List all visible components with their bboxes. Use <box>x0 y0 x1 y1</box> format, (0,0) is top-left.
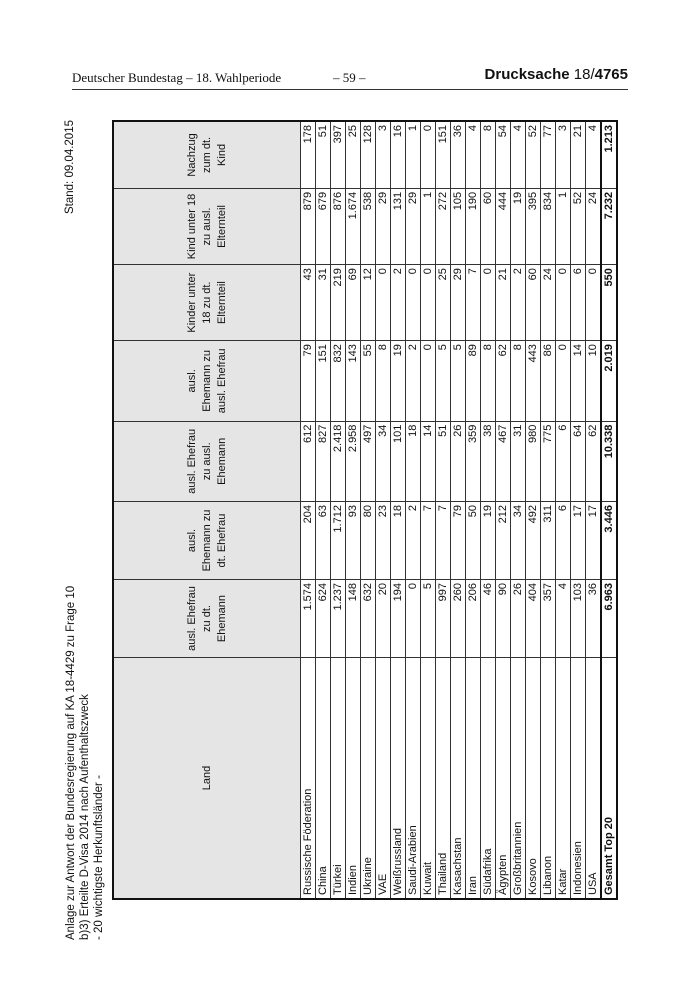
col-header-5: Kinder unter 18 zu dt. Elternteil <box>113 265 301 341</box>
cell-value: 4 <box>511 121 526 188</box>
cell-value: 272 <box>436 188 451 264</box>
table-row <box>511 121 526 899</box>
cell-value: 980 <box>526 421 541 501</box>
cell-value: 19 <box>391 341 406 421</box>
table-row <box>556 121 571 899</box>
cell-value: 6 <box>556 421 571 501</box>
cell-value: 21 <box>496 265 511 341</box>
cell-value: 6.963 <box>601 580 617 658</box>
cell-value: 86 <box>541 341 556 421</box>
cell-value: 10.338 <box>601 421 617 501</box>
cell-value: 467 <box>496 421 511 501</box>
cell-value: 143 <box>346 341 361 421</box>
cell-value: 311 <box>541 502 556 580</box>
cell-value: 3 <box>376 121 391 188</box>
cell-value: 2 <box>406 502 421 580</box>
cell-value: 36 <box>451 121 466 188</box>
cell-land: USA <box>586 658 602 900</box>
cell-value: 43 <box>301 265 316 341</box>
table-row <box>421 121 436 899</box>
cell-value: 25 <box>346 121 361 188</box>
cell-value: 4 <box>466 121 481 188</box>
note-line-3: - 20 wichtigste Herkunftsländer - <box>93 775 105 940</box>
cell-value: 14 <box>421 421 436 501</box>
cell-value: 204 <box>301 502 316 580</box>
cell-value: 444 <box>496 188 511 264</box>
cell-value: 212 <box>496 502 511 580</box>
cell-value: 63 <box>316 502 331 580</box>
cell-value: 23 <box>376 502 391 580</box>
cell-value: 80 <box>361 502 376 580</box>
col-header-land: Land <box>113 658 301 900</box>
cell-value: 550 <box>601 265 617 341</box>
cell-value: 103 <box>571 580 586 658</box>
cell-value: 2.958 <box>346 421 361 501</box>
cell-land: Iran <box>466 658 481 900</box>
cell-value: 359 <box>466 421 481 501</box>
cell-value: 1 <box>406 121 421 188</box>
cell-value: 1.213 <box>601 121 617 188</box>
cell-value: 775 <box>541 421 556 501</box>
cell-value: 632 <box>361 580 376 658</box>
cell-value: 36 <box>586 580 602 658</box>
cell-value: 1 <box>556 188 571 264</box>
cell-value: 6 <box>556 502 571 580</box>
cell-value: 1.712 <box>331 502 346 580</box>
cell-value: 497 <box>361 421 376 501</box>
cell-value: 492 <box>526 502 541 580</box>
table-row <box>526 121 541 899</box>
cell-land: Türkei <box>331 658 346 900</box>
col-header-7: Nachzug zum dt. Kind <box>113 121 301 188</box>
table-row <box>586 121 602 899</box>
cell-value: 21 <box>571 121 586 188</box>
cell-value: 31 <box>316 265 331 341</box>
cell-value: 25 <box>436 265 451 341</box>
cell-value: 5 <box>436 341 451 421</box>
cell-land: Kuwait <box>421 658 436 900</box>
cell-value: 2 <box>511 265 526 341</box>
table-row <box>346 121 361 899</box>
cell-land: Thailand <box>436 658 451 900</box>
table-row <box>331 121 346 899</box>
cell-value: 0 <box>421 121 436 188</box>
page-number: – 59 – <box>333 70 366 85</box>
cell-value: 876 <box>331 188 346 264</box>
cell-value: 62 <box>586 421 602 501</box>
cell-value: 64 <box>571 421 586 501</box>
cell-value: 194 <box>391 580 406 658</box>
cell-value: 827 <box>316 421 331 501</box>
cell-value: 17 <box>586 502 602 580</box>
cell-value: 18 <box>406 421 421 501</box>
cell-value: 4 <box>556 580 571 658</box>
cell-value: 18 <box>391 502 406 580</box>
visa-table <box>112 120 618 900</box>
cell-value: 2.418 <box>331 421 346 501</box>
cell-value: 7 <box>466 265 481 341</box>
cell-land: Gesamt Top 20 <box>601 658 617 900</box>
cell-value: 5 <box>451 341 466 421</box>
cell-value: 101 <box>391 421 406 501</box>
cell-land: Kasachstan <box>451 658 466 900</box>
cell-value: 12 <box>361 265 376 341</box>
cell-value: 219 <box>331 265 346 341</box>
cell-value: 7.232 <box>601 188 617 264</box>
table-row <box>541 121 556 899</box>
cell-value: 60 <box>526 265 541 341</box>
cell-land: Indonesien <box>571 658 586 900</box>
cell-value: 8 <box>376 341 391 421</box>
running-header-title: Deutscher Bundestag – 18. Wahlperiode <box>72 70 282 85</box>
cell-value: 0 <box>421 341 436 421</box>
cell-land: Südafrika <box>481 658 496 900</box>
cell-value: 38 <box>481 421 496 501</box>
cell-value: 31 <box>511 421 526 501</box>
cell-value: 679 <box>316 188 331 264</box>
cell-value: 54 <box>496 121 511 188</box>
table-row <box>571 121 586 899</box>
cell-value: 6 <box>571 265 586 341</box>
cell-value: 1.574 <box>301 580 316 658</box>
cell-value: 93 <box>346 502 361 580</box>
cell-value: 46 <box>481 580 496 658</box>
cell-value: 397 <box>331 121 346 188</box>
cell-value: 79 <box>451 502 466 580</box>
cell-land: Kosovo <box>526 658 541 900</box>
cell-value: 206 <box>466 580 481 658</box>
cell-value: 0 <box>481 265 496 341</box>
cell-value: 0 <box>406 265 421 341</box>
cell-value: 3 <box>556 121 571 188</box>
cell-value: 7 <box>436 502 451 580</box>
cell-value: 151 <box>436 121 451 188</box>
cell-value: 19 <box>481 502 496 580</box>
cell-value: 34 <box>376 421 391 501</box>
cell-value: 832 <box>331 341 346 421</box>
cell-land: Saudi-Arabien <box>406 658 421 900</box>
cell-value: 26 <box>451 421 466 501</box>
col-header-2: ausl. Ehemann zu dt. Ehefrau <box>113 502 301 580</box>
cell-land: Katar <box>556 658 571 900</box>
cell-value: 0 <box>376 265 391 341</box>
cell-land: Ukraine <box>361 658 376 900</box>
col-header-1: ausl. Ehefrau zu dt. Ehemann <box>113 580 301 658</box>
cell-value: 8 <box>511 341 526 421</box>
cell-land: Russische Föderation <box>301 658 316 900</box>
cell-value: 128 <box>361 121 376 188</box>
cell-value: 16 <box>391 121 406 188</box>
cell-value: 624 <box>316 580 331 658</box>
cell-value: 19 <box>511 188 526 264</box>
stand-date: Stand: 09.04.2015 <box>64 120 76 214</box>
table-row <box>436 121 451 899</box>
cell-value: 879 <box>301 188 316 264</box>
notes-block <box>64 586 106 940</box>
cell-value: 26 <box>511 580 526 658</box>
cell-value: 443 <box>526 341 541 421</box>
cell-value: 10 <box>586 341 602 421</box>
table-row <box>301 121 316 899</box>
table-row <box>361 121 376 899</box>
cell-value: 357 <box>541 580 556 658</box>
cell-land: Libanon <box>541 658 556 900</box>
cell-value: 8 <box>481 341 496 421</box>
cell-value: 0 <box>556 341 571 421</box>
cell-value: 77 <box>541 121 556 188</box>
cell-value: 24 <box>586 188 602 264</box>
cell-land: China <box>316 658 331 900</box>
drucksache-word: Drucksache <box>484 66 570 83</box>
cell-value: 5 <box>421 580 436 658</box>
cell-value: 1.674 <box>346 188 361 264</box>
cell-value: 60 <box>481 188 496 264</box>
cell-value: 69 <box>346 265 361 341</box>
table-total-row <box>601 121 617 899</box>
table-row <box>316 121 331 899</box>
table-row <box>451 121 466 899</box>
cell-value: 51 <box>316 121 331 188</box>
cell-value: 1.237 <box>331 580 346 658</box>
cell-value: 20 <box>376 580 391 658</box>
cell-land: Ägypten <box>496 658 511 900</box>
cell-value: 178 <box>301 121 316 188</box>
cell-value: 3.446 <box>601 502 617 580</box>
cell-value: 612 <box>301 421 316 501</box>
drucksache-number: 4765 <box>594 66 628 83</box>
cell-value: 395 <box>526 188 541 264</box>
cell-value: 190 <box>466 188 481 264</box>
col-header-4: ausl. Ehemann zu ausl. Ehefrau <box>113 341 301 421</box>
cell-land: Indien <box>346 658 361 900</box>
drucksache-number-prefix: 18/ <box>573 66 595 83</box>
cell-value: 17 <box>571 502 586 580</box>
cell-value: 538 <box>361 188 376 264</box>
rotated-content <box>64 120 624 940</box>
cell-land: Großbritannien <box>511 658 526 900</box>
cell-value: 2 <box>406 341 421 421</box>
table-row <box>376 121 391 899</box>
cell-value: 55 <box>361 341 376 421</box>
table-row <box>391 121 406 899</box>
cell-value: 148 <box>346 580 361 658</box>
cell-value: 24 <box>541 265 556 341</box>
cell-value: 7 <box>421 502 436 580</box>
cell-value: 105 <box>451 188 466 264</box>
cell-value: 52 <box>571 188 586 264</box>
cell-value: 4 <box>586 121 602 188</box>
cell-value: 52 <box>526 121 541 188</box>
cell-value: 90 <box>496 580 511 658</box>
cell-value: 62 <box>496 341 511 421</box>
cell-land: VAE <box>376 658 391 900</box>
cell-land: Weißrussland <box>391 658 406 900</box>
cell-value: 131 <box>391 188 406 264</box>
cell-value: 29 <box>406 188 421 264</box>
cell-value: 51 <box>436 421 451 501</box>
table-row <box>406 121 421 899</box>
col-header-3: ausl. Ehefrau zu ausl. Ehemann <box>113 421 301 501</box>
drucksache-label <box>485 66 628 83</box>
note-line-2: b)3) Erteilte D-Visa 2014 nach Aufenthaltszweck <box>79 694 91 940</box>
table-row <box>496 121 511 899</box>
table-row <box>481 121 496 899</box>
cell-value: 2 <box>391 265 406 341</box>
col-header-6: Kind unter 18 zu ausl. Elternteil <box>113 188 301 264</box>
cell-value: 89 <box>466 341 481 421</box>
cell-value: 1 <box>421 188 436 264</box>
cell-value: 0 <box>586 265 602 341</box>
cell-value: 29 <box>376 188 391 264</box>
cell-value: 151 <box>316 341 331 421</box>
note-line-1: Anlage zur Antwort der Bundesregierung auf KA 18-4429 zu Frage 10 <box>65 585 77 940</box>
header-rule <box>72 89 628 90</box>
table-row <box>466 121 481 899</box>
table-header-row <box>113 121 301 899</box>
cell-value: 404 <box>526 580 541 658</box>
cell-value: 8 <box>481 121 496 188</box>
cell-value: 50 <box>466 502 481 580</box>
cell-value: 2.019 <box>601 341 617 421</box>
cell-value: 0 <box>406 580 421 658</box>
cell-value: 0 <box>556 265 571 341</box>
cell-value: 834 <box>541 188 556 264</box>
cell-value: 79 <box>301 341 316 421</box>
cell-value: 997 <box>436 580 451 658</box>
cell-value: 34 <box>511 502 526 580</box>
cell-value: 14 <box>571 341 586 421</box>
cell-value: 29 <box>451 265 466 341</box>
cell-value: 0 <box>421 265 436 341</box>
cell-value: 260 <box>451 580 466 658</box>
